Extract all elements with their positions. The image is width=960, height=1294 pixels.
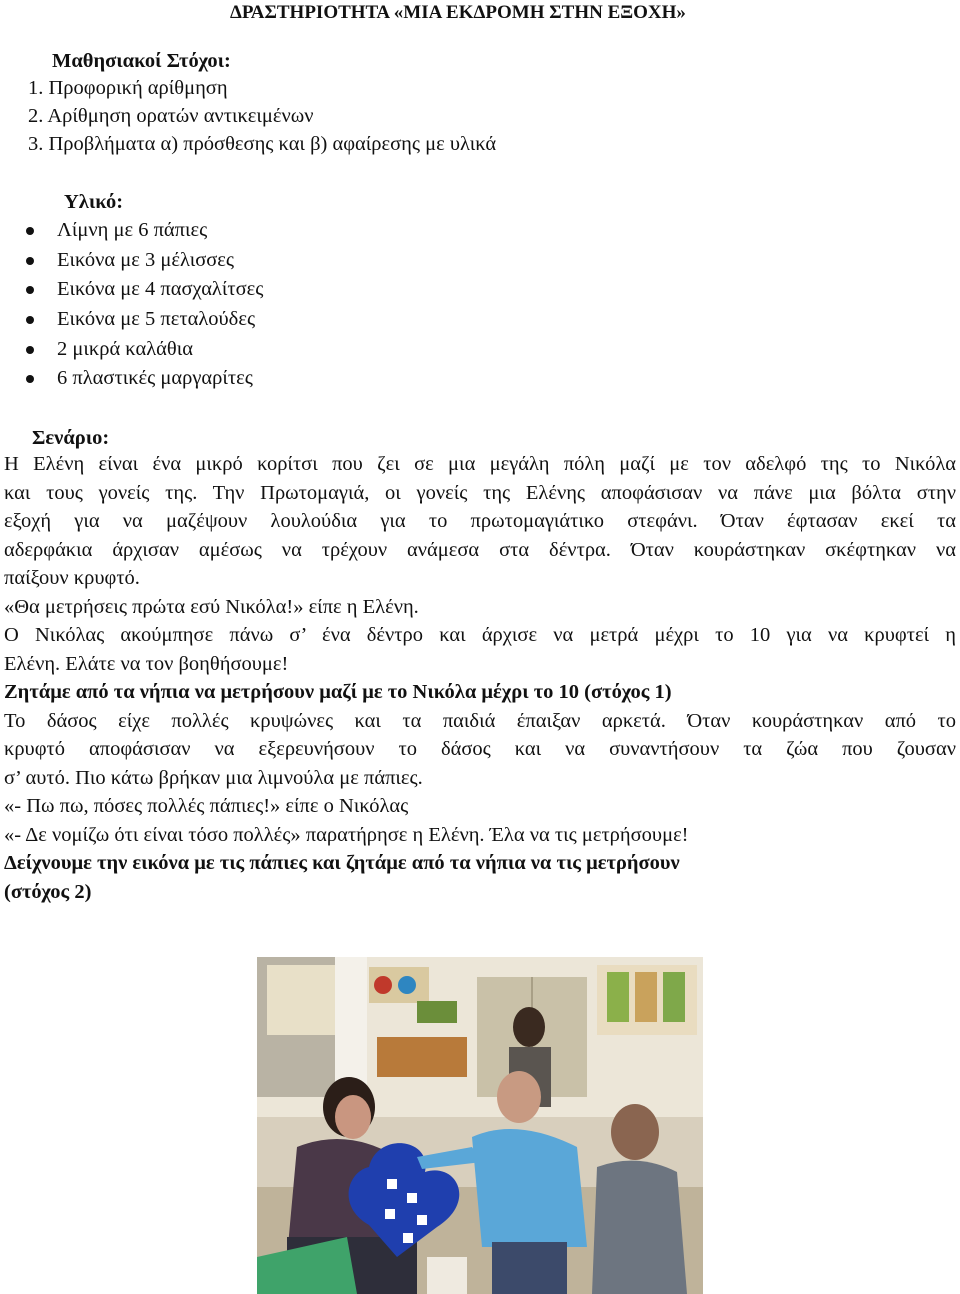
instruction-line: Ζητάμε από τα νήπια να μετρήσουν μαζί με το Νικόλα μέχρι το 10 (στόχος 1) bbox=[4, 681, 672, 703]
paragraph-line: εξοχή για να μαζέψουν λουλούδια για το πρωτομαγιάτικο στεφάνι. Όταν έφτασαν εκεί τα bbox=[4, 510, 956, 532]
paragraph-line: Η Ελένη είναι ένα μικρό κορίτσι που ζει σε μια μεγάλη πόλη μαζί με τον αδελφό της το Νικόλα bbox=[4, 453, 956, 475]
paragraph-line: «- Πω πω, πόσες πολλές πάπιες!» είπε ο Νικόλας bbox=[4, 795, 409, 817]
paragraph-line: και τους γονείς της. Την Πρωτομαγιά, οι γονείς της Ελένης αποφάσισαν να πάνε μια βόλτα στην bbox=[4, 481, 956, 504]
bullet-icon bbox=[26, 286, 34, 294]
paragraph-line: Ο Νικόλας ακούμπησε πάνω σ’ ένα δέντρο και άρχισε να μετρά μέχρι το 10 για να κρυφτεί η bbox=[4, 624, 956, 646]
scenario-heading: Σενάριο: bbox=[32, 427, 110, 449]
list-item: 2 μικρά καλάθια bbox=[26, 335, 263, 365]
bullet-icon bbox=[26, 375, 34, 383]
instruction-line: Δείχνουμε την εικόνα με τις πάπιες και ζητάμε από τα νήπια να τις μετρήσουν bbox=[4, 852, 680, 874]
paragraph-line: αδερφάκια άρχισαν αμέσως να τρέχουν ανάμεσα στα δέντρα. Όταν κουράστηκαν σκέφτηκαν να bbox=[4, 538, 956, 561]
objective-item: 1. Προφορική αρίθμηση bbox=[28, 77, 228, 99]
scenario-text bbox=[4, 450, 956, 906]
classroom-photo bbox=[257, 957, 703, 1294]
instruction-line: (στόχος 2) bbox=[4, 880, 92, 903]
paragraph-line: «Θα μετρήσεις πρώτα εσύ Νικόλα!» είπε η Ελένη. bbox=[4, 595, 419, 618]
bullet-icon bbox=[26, 227, 34, 235]
list-item: Λίμνη με 6 πάπιες bbox=[26, 216, 263, 246]
list-item: 6 πλαστικές μαργαρίτες bbox=[26, 364, 263, 394]
activity-title: ΔΡΑΣΤΗΡΙΟΤΗΤΑ «ΜΙΑ ΕΚΔΡΟΜΗ ΣΤΗΝ ΕΞΟΧΗ» bbox=[230, 2, 686, 23]
bullet-icon bbox=[26, 257, 34, 265]
list-item: Εικόνα με 4 πασχαλίτσες bbox=[26, 275, 263, 305]
materials-heading: Υλικό: bbox=[64, 191, 124, 213]
paragraph-line: Το δάσος είχε πολλές κρυψώνες και τα παιδιά έπαιξαν αρκετά. Όταν κουράστηκαν από το bbox=[4, 709, 956, 732]
paragraph-line: Ελένη. Ελάτε να τον βοηθήσουμε! bbox=[4, 652, 289, 675]
materials-list bbox=[26, 216, 263, 394]
paragraph-line: σ’ αυτό. Πιο κάτω βρήκαν μια λιμνούλα με πάπιες. bbox=[4, 766, 423, 789]
objectives-heading: Μαθησιακοί Στόχοι: bbox=[52, 50, 231, 72]
objective-item: 2. Αρίθμηση ορατών αντικειμένων bbox=[28, 105, 314, 127]
paragraph-line: παίξουν κρυφτό. bbox=[4, 567, 140, 589]
paragraph-line: κρυφτό αποφάσισαν να εξερευνήσουν το δάσος και να συναντήσουν τα ζώα που ζουσαν bbox=[4, 738, 956, 760]
list-item: Εικόνα με 5 πεταλούδες bbox=[26, 305, 263, 335]
objective-item: 3. Προβλήματα α) πρόσθεσης και β) αφαίρεσης με υλικά bbox=[28, 133, 497, 155]
bullet-icon bbox=[26, 316, 34, 324]
paragraph-line: «- Δε νομίζω ότι είναι τόσο πολλές» παρατήρησε η Ελένη. Έλα να τις μετρήσουμε! bbox=[4, 823, 689, 846]
bullet-icon bbox=[26, 346, 34, 354]
list-item: Εικόνα με 3 μέλισσες bbox=[26, 246, 263, 276]
